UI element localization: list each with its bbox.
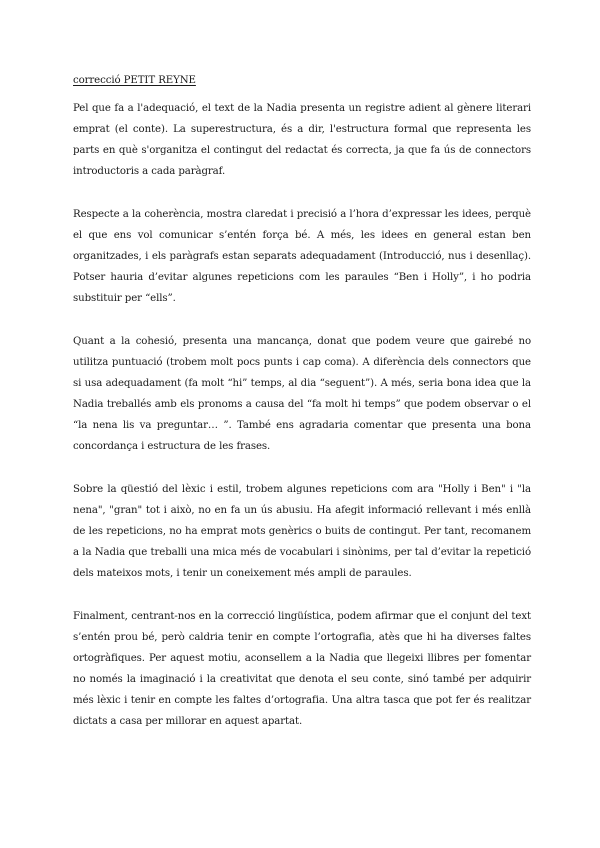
paragraph-lexicon-style: Sobre la qüestió del lèxic i estil, trobem algunes repeticions com ara "Holly i Ben" i "la nena", "gran" tot i això, no en fa un ús abusiu. Ha afegit informació rellevant i més enllà de les repeticions, no ha emprat mots genèrics o buits de contingut. Per tant, recomanem a la Nadia que treballi una mica més de vocabulari i sinònims, per tal d’evitar la repetició dels mateixos mots, i tenir un coneixement més ampli de paraules. [73, 484, 531, 579]
paragraph-coherence: Respecte a la coherència, mostra claredat i precisió a l’hora d’expressar les idees, perquè el que ens vol comunicar s’entén força bé. A més, les idees en general estan ben organitzades, i els paràgrafs estan separats adequadament (Introducció, nus i desenllaç). Potser hauria d’evitar algunes repeticions com les paraules “Ben i Holly”, i ho podria substituir per “ells”. [73, 209, 531, 304]
document-title: correcció PETIT REYNE [73, 75, 196, 86]
paragraph-linguistic-correction: Finalment, centrant-nos en la correcció lingüística, podem afirmar que el conjunt del text s’entén prou bé, però caldria tenir en compte l’ortografia, atès que hi ha diverses faltes ortogràfiques. Per aquest motiu, aconsellem a la Nadia que llegeixi llibres per fomentar no només la imaginació i la creativitat que denota el seu conte, sinó també per adquirir més lèxic i tenir en compte les faltes d’ortografia. Una altra tasca que pot fer és realitzar dictats a casa per millorar en aquest apartat. [73, 611, 531, 727]
paragraph-cohesion: Quant a la cohesió, presenta una mancança, donat que podem veure que gairebé no utilitza puntuació (trobem molt pocs punts i cap coma). A diferència dels connectors que si usa adequadament (fa molt “hi” temps, al dia “seguent”). A més, seria bona idea que la Nadia treballés amb els pronoms a causa del “fa molt hi temps” que podem observar o el “la nena lis va preguntar… ”. També ens agradaria comentar que presenta una bona concordança i estructura de les frases. [73, 336, 531, 452]
document-body [73, 70, 531, 754]
paragraph-adequacy: Pel que fa a l'adequació, el text de la Nadia presenta un registre adient al gènere literari emprat (el conte). La superestructura, és a dir, l'estructura formal que representa les parts en què s'organitza el contingut del redactat és correcta, ja que fa ús de connectors introductoris a cada paràgraf. [73, 103, 531, 177]
